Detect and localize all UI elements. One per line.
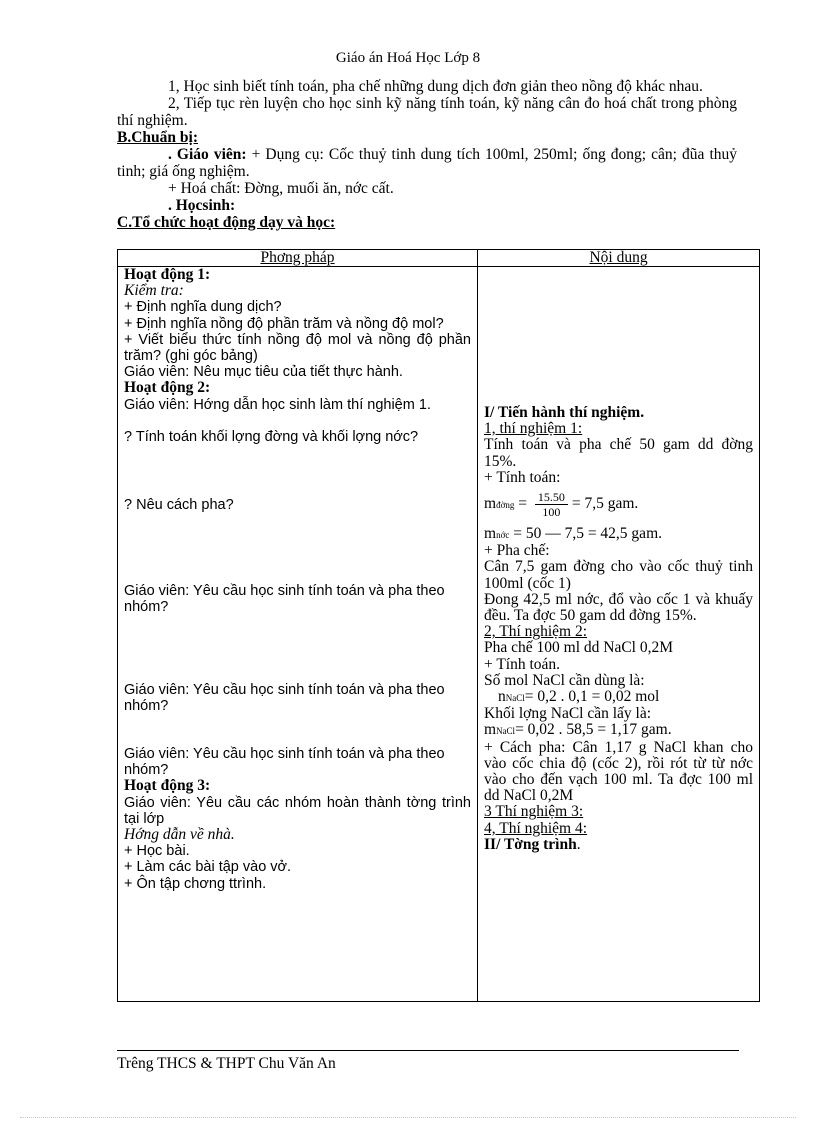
- student-label: . Họcsinh:: [168, 197, 236, 214]
- activity-2-how-question: ? Nêu cách pha?: [124, 497, 234, 514]
- n-result: = 0,2 . 0,1 = 0,02 mol: [524, 688, 660, 706]
- section-c-label: C.Tổ chức hoạt động dạy và học:: [117, 214, 336, 231]
- activity-2-calc-question: ? Tính toán khối lợng đờng và khối lợng nớc?: [124, 428, 419, 445]
- activity-3-report: Giáo viên: Yêu cầu các nhóm hoàn thành tờng trình tại lớp: [124, 794, 471, 827]
- activity-3-homework-3: + Ôn tập chơng ttrình.: [124, 875, 267, 892]
- activity-1-question-2: + Định nghĩa nồng độ phần trăm và nồng độ mol?: [124, 315, 444, 332]
- m-nacl-result: = 0,02 . 58,5 = 1,17 gam.: [515, 721, 672, 739]
- activity-2-group-task-1: Giáo viên: Yêu cầu học sinh tính toán và pha theo nhóm?: [124, 583, 445, 616]
- n-symbol: n: [498, 688, 506, 706]
- experiment-1-mix-label: + Pha chế:: [484, 542, 550, 560]
- activity-1-title: Hoạt động 1:: [124, 266, 211, 283]
- n-subscript: NaCl: [505, 693, 525, 704]
- fraction-denominator: 100: [542, 504, 561, 519]
- activity-2-group-task-3: Giáo viên: Yêu cầu học sinh tính toán và pha theo nhóm?: [124, 746, 445, 779]
- page-header: Giáo án Hoá Học Lớp 8: [335, 50, 481, 66]
- experiment-2-mol-label: Số mol NaCl cần dùng là:: [484, 671, 645, 689]
- header-content: Nội dung: [478, 250, 760, 267]
- experiment-2-title: 2, Thí nghiệm 2:: [484, 623, 588, 641]
- activity-1-question-3: + Viết biểu thức tính nồng độ mol và nồng độ phần trăm? (ghi góc bảng): [124, 331, 471, 365]
- header-method: Phơng pháp: [118, 250, 478, 267]
- section-c-title: [117, 214, 737, 231]
- m-duong-result: = 7,5 gam.: [571, 495, 639, 513]
- experiment-1-step-2: Đong 42,5 ml nớc, đổ vào cốc 1 và khuấy đều. Ta đợc 50 gam dd đờng 15%.: [484, 590, 753, 625]
- activity-2-group-task-2: Giáo viên: Yêu cầu học sinh tính toán và pha theo nhóm?: [124, 681, 445, 714]
- section-2-line: [484, 837, 753, 853]
- experiment-1-step-1: Cân 7,5 gam đờng cho vào cốc thuỷ tinh 100ml (cốc 1): [484, 558, 753, 592]
- formula-m-duong: mđờng = $\frac{15.50}{100}$ = 7,5 gam.: [484, 489, 639, 519]
- section-2-title: II/ Tờng trình: [484, 835, 577, 853]
- student-prep: [117, 197, 737, 214]
- formula-m-nuoc: [484, 526, 753, 543]
- m-duong-subscript: đờng: [496, 500, 515, 511]
- lesson-intro: [117, 78, 737, 231]
- activity-3-homework-title: Hớng dẫn về nhà.: [124, 826, 235, 844]
- experiment-1-task: Tính toán và pha chế 50 gam dd đờng 15%.: [484, 436, 753, 470]
- experiment-2-mass-label: Khối lợng NaCl cần lấy là:: [484, 705, 652, 723]
- footer-school: Trêng THCS & THPT Chu Văn An: [117, 1055, 336, 1072]
- experiment-3-title: 3 Thí nghiệm 3:: [484, 803, 584, 821]
- section-b-label: B.Chuẩn bị:: [117, 129, 198, 146]
- experiment-2-calc-label: + Tính toán.: [484, 655, 561, 673]
- fraction: [535, 490, 568, 519]
- page-bottom-border: [20, 1117, 796, 1118]
- m-nuoc-symbol: m: [484, 525, 497, 543]
- teacher-label: . Giáo viên:: [168, 146, 247, 163]
- teacher-tools: + Dụng cụ: Cốc thuỷ tinh dung tích 100ml, 250ml; ống đong; cân; đũa thuỷ tinh; giá ống nghiệm.: [117, 146, 738, 180]
- lesson-table: [117, 249, 760, 1002]
- experiment-2-task: Pha chế 100 ml dd NaCl 0,2M: [484, 639, 673, 657]
- m-duong-symbol: m: [484, 495, 497, 513]
- objective-2: 2, Tiếp tục rèn luyện cho học sinh kỹ năng tính toán, kỹ năng cân đo hoá chất trong phòng thí nghiệm.: [117, 95, 737, 129]
- m-nuoc-subscript: nớc: [496, 530, 510, 541]
- experiment-1-title: 1, thí nghiệm 1:: [484, 420, 583, 438]
- section-b-title: [117, 129, 737, 146]
- activity-3-title: Hoạt động 3:: [124, 777, 211, 795]
- activity-3-homework-2: + Làm các bài tập vào vở.: [124, 859, 292, 876]
- experiment-2-method: + Cách pha: Cân 1,17 g NaCl khan cho vào cốc chia độ (cốc 2), rồi rót từ từ nớc vào cho đến vạch 100 ml. Ta đợc 100 ml dd NaCl 0,2M: [484, 738, 753, 805]
- objective-1: 1, Học sinh biết tính toán, pha chế những dung dịch đơn giản theo nồng độ khác nhau.: [168, 78, 703, 95]
- m-nacl-subscript: NaCl: [496, 726, 516, 737]
- activity-1-goal: Giáo viên: Nêu mục tiêu của tiết thực hành.: [124, 364, 403, 381]
- formula-n-nacl: [484, 689, 753, 706]
- fraction-numerator: 15.50: [535, 490, 568, 505]
- footer-divider: [117, 1050, 739, 1051]
- teacher-prep: [117, 146, 737, 180]
- activity-3-homework-1: + Học bài.: [124, 843, 190, 860]
- m-nacl-symbol: m: [484, 721, 497, 739]
- section-1-title: I/ Tiến hành thí nghiệm.: [484, 404, 645, 421]
- experiment-1-calc-label: + Tính toán:: [484, 468, 561, 486]
- activity-1-question-1: + Định nghĩa dung dịch?: [124, 299, 282, 316]
- activity-2-guide: Giáo viên: Hớng dẫn học sinh làm thí nghiệm 1.: [124, 396, 431, 413]
- m-nuoc-result: = 50 — 7,5 = 42,5 gam.: [509, 525, 662, 543]
- section-2-dot: .: [576, 835, 581, 853]
- content-column: [478, 267, 760, 1002]
- teacher-chemicals: + Hoá chất: Đờng, muối ăn, nớc cất.: [168, 180, 394, 197]
- activity-2-title: Hoạt động 2:: [124, 379, 211, 397]
- method-column: [118, 267, 478, 1002]
- experiment-4-title: 4, Thí nghiệm 4:: [484, 819, 588, 837]
- activity-1-check: Kiểm tra:: [124, 282, 184, 300]
- formula-m-nacl: [484, 722, 753, 739]
